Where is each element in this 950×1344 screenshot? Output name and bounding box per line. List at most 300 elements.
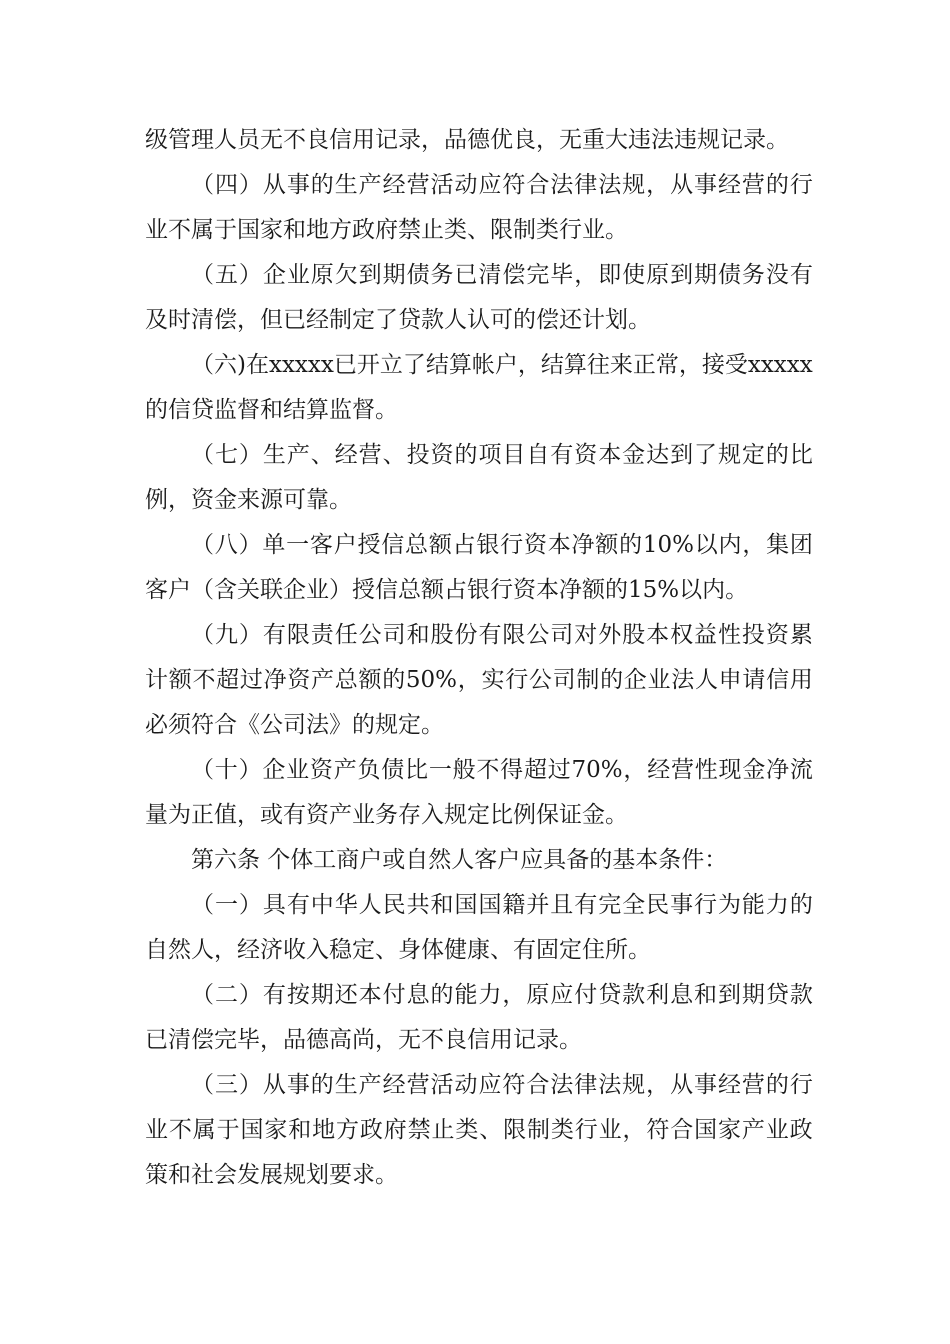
glyph: 法 xyxy=(550,172,574,198)
glyph: 户 xyxy=(333,532,357,558)
glyph: ， xyxy=(646,1072,670,1098)
text-line xyxy=(145,928,813,973)
glyph: 益 xyxy=(694,622,718,648)
glyph: 即 xyxy=(598,262,622,288)
glyph: 产 xyxy=(358,172,382,198)
glyph: 计 xyxy=(145,667,168,693)
glyph: 共 xyxy=(406,892,430,918)
glyph: 应 xyxy=(478,1072,502,1098)
glyph: 实 xyxy=(481,667,505,693)
glyph: （ xyxy=(191,262,214,288)
glyph: 事 xyxy=(670,892,694,918)
glyph: ） xyxy=(238,1072,262,1098)
glyph: 应 xyxy=(550,982,574,1008)
glyph: 能 xyxy=(741,892,765,918)
text-line xyxy=(145,1018,813,1063)
glyph: 立 xyxy=(379,352,403,378)
glyph: 正 xyxy=(632,352,656,378)
glyph: 类 xyxy=(550,1117,574,1143)
glyph: 额 xyxy=(168,667,192,693)
glyph: 户 xyxy=(494,352,518,378)
glyph: （ xyxy=(191,172,214,198)
glyph: 类 xyxy=(455,1117,479,1143)
glyph: 开 xyxy=(356,352,380,378)
glyph: 、 xyxy=(382,442,406,468)
glyph: ， xyxy=(646,172,670,198)
line-text: 策和社会发展规划要求。 xyxy=(145,1162,398,1188)
glyph: 本 xyxy=(547,532,571,558)
glyph: 本 xyxy=(358,982,382,1008)
glyph: 使 xyxy=(622,262,646,288)
glyph: 份 xyxy=(454,622,478,648)
glyph: 、 xyxy=(310,442,334,468)
glyph: 人 xyxy=(694,667,718,693)
glyph: 务 xyxy=(430,262,454,288)
glyph: 定 xyxy=(741,442,765,468)
glyph: 营 xyxy=(406,1072,430,1098)
glyph: 活 xyxy=(430,172,454,198)
glyph: xxxxx xyxy=(268,352,334,378)
line-text xyxy=(191,343,813,388)
glyph: 资 xyxy=(523,532,547,558)
glyph: 性 xyxy=(717,622,741,648)
glyph: 现 xyxy=(718,757,742,783)
glyph: 营 xyxy=(741,172,765,198)
glyph: 业 xyxy=(145,1117,168,1143)
line-text xyxy=(191,973,813,1018)
glyph: 性 xyxy=(694,757,718,783)
glyph: 来 xyxy=(609,352,633,378)
glyph: 贷 xyxy=(598,982,622,1008)
glyph: 原 xyxy=(646,262,670,288)
glyph: 四 xyxy=(214,172,238,198)
glyph: 中 xyxy=(310,892,334,918)
text-line xyxy=(145,433,813,478)
line-text xyxy=(191,163,813,208)
glyph: 家 xyxy=(264,1117,288,1143)
glyph: 籍 xyxy=(502,892,526,918)
glyph: 行 xyxy=(505,667,529,693)
glyph: 般 xyxy=(452,757,476,783)
glyph: 请 xyxy=(742,667,766,693)
glyph: 且 xyxy=(550,892,574,918)
glyph: 法 xyxy=(598,172,622,198)
glyph: 自 xyxy=(526,442,550,468)
glyph: 司 xyxy=(550,622,574,648)
glyph: 有 xyxy=(478,622,502,648)
glyph: 产 xyxy=(358,1072,382,1098)
glyph: 算 xyxy=(448,352,472,378)
glyph: 超 xyxy=(523,757,547,783)
text-line xyxy=(145,613,813,658)
glyph: 已 xyxy=(333,352,357,378)
line-text: 业不属于国家和地方政府禁止类、限制类行业。 xyxy=(145,217,628,243)
text-line xyxy=(145,1108,813,1153)
glyph: 额 xyxy=(595,532,619,558)
glyph: 申 xyxy=(718,667,742,693)
glyph: 、 xyxy=(479,1117,503,1143)
glyph: 完 xyxy=(526,262,550,288)
glyph: 司 xyxy=(382,622,406,648)
line-text: 例，资金来源可靠。 xyxy=(145,487,352,513)
glyph: 额 xyxy=(358,667,382,693)
glyph: 营 xyxy=(358,442,382,468)
glyph: 10% xyxy=(642,532,694,558)
glyph: ， xyxy=(502,982,526,1008)
glyph: 授 xyxy=(357,532,381,558)
glyph: 50% xyxy=(405,667,458,693)
glyph: 款 xyxy=(622,982,646,1008)
text-line xyxy=(145,523,813,568)
glyph: 债 xyxy=(381,757,405,783)
glyph: 帐 xyxy=(471,352,495,378)
glyph: 经 xyxy=(334,442,358,468)
glyph: 活 xyxy=(430,1072,454,1098)
line-text xyxy=(191,1063,813,1108)
glyph: 有 xyxy=(789,262,813,288)
glyph: 国 xyxy=(478,892,502,918)
glyph: 三 xyxy=(214,1072,238,1098)
glyph: 律 xyxy=(574,172,598,198)
glyph: 股 xyxy=(622,622,646,648)
glyph: 到 xyxy=(717,982,741,1008)
glyph: 得 xyxy=(500,757,524,783)
glyph: 方 xyxy=(336,1117,359,1143)
glyph: 期 xyxy=(310,982,334,1008)
glyph: 力 xyxy=(765,892,789,918)
glyph: 单 xyxy=(262,532,286,558)
glyph: 从 xyxy=(262,172,286,198)
glyph: 有 xyxy=(286,892,310,918)
glyph: 业 xyxy=(286,262,310,288)
glyph: 公 xyxy=(358,622,382,648)
glyph: 资 xyxy=(574,442,598,468)
glyph: 能 xyxy=(454,982,478,1008)
glyph: 于 xyxy=(216,1117,240,1143)
glyph: 司 xyxy=(552,667,576,693)
glyph: 有 xyxy=(262,622,286,648)
glyph: 的 xyxy=(600,667,624,693)
glyph: 产 xyxy=(333,757,357,783)
glyph: （ xyxy=(191,757,214,783)
glyph: 业 xyxy=(598,1117,622,1143)
glyph: 的 xyxy=(382,667,406,693)
glyph: 为 xyxy=(717,892,741,918)
document-body xyxy=(145,118,813,1198)
glyph: 清 xyxy=(478,262,502,288)
glyph: （ xyxy=(191,982,214,1008)
glyph: 过 xyxy=(239,667,263,693)
glyph: 限 xyxy=(286,622,310,648)
line-text xyxy=(191,883,813,928)
glyph: 五 xyxy=(214,262,238,288)
glyph: 本 xyxy=(646,622,670,648)
glyph: 动 xyxy=(454,1072,478,1098)
glyph: 营 xyxy=(741,1072,765,1098)
glyph: 不 xyxy=(192,667,216,693)
glyph: ） xyxy=(238,532,262,558)
glyph: 行 xyxy=(789,1072,813,1098)
glyph: 完 xyxy=(598,892,622,918)
glyph: 内 xyxy=(718,532,742,558)
glyph: 有 xyxy=(262,982,286,1008)
glyph: 企 xyxy=(623,667,647,693)
glyph: 总 xyxy=(405,532,429,558)
glyph: 从 xyxy=(262,1072,286,1098)
glyph: 法 xyxy=(550,1072,574,1098)
glyph: ） xyxy=(238,172,262,198)
glyph: 偿 xyxy=(502,262,526,288)
glyph: 还 xyxy=(334,982,358,1008)
glyph: 家 xyxy=(718,1117,741,1143)
glyph: 务 xyxy=(741,262,765,288)
glyph: 息 xyxy=(670,982,694,1008)
glyph: 项 xyxy=(478,442,502,468)
line-text: 已清偿完毕，品德高尚，无不良信用记录。 xyxy=(145,1027,582,1053)
glyph: 府 xyxy=(383,1117,407,1143)
glyph: 民 xyxy=(382,892,406,918)
glyph: 国 xyxy=(240,1117,264,1143)
glyph: 接 xyxy=(701,352,725,378)
glyph: 净 xyxy=(571,532,595,558)
glyph: 规 xyxy=(717,442,741,468)
glyph: 期 xyxy=(741,982,765,1008)
glyph: 华 xyxy=(334,892,358,918)
glyph: 从 xyxy=(670,1072,694,1098)
glyph: 累 xyxy=(789,622,813,648)
glyph: 投 xyxy=(406,442,430,468)
glyph: ） xyxy=(238,892,262,918)
glyph: 限 xyxy=(502,622,526,648)
glyph: 二 xyxy=(214,982,238,1008)
glyph: 具 xyxy=(262,892,286,918)
line-text: 量为正值，或有资产业务存入规定比例保证金。 xyxy=(145,802,628,828)
text-line xyxy=(145,388,813,433)
glyph: 结 xyxy=(425,352,449,378)
glyph: 算 xyxy=(563,352,587,378)
text-line xyxy=(145,163,813,208)
glyph: 一 xyxy=(214,892,238,918)
text-line xyxy=(145,253,813,298)
glyph: 股 xyxy=(430,622,454,648)
glyph: 净 xyxy=(766,757,790,783)
text-line xyxy=(145,658,813,703)
glyph: 公 xyxy=(526,622,550,648)
glyph: 了 xyxy=(694,442,718,468)
glyph: 到 xyxy=(670,262,694,288)
glyph: 和 xyxy=(430,892,454,918)
glyph: 资 xyxy=(765,622,789,648)
glyph: 业 xyxy=(286,757,310,783)
text-line xyxy=(145,1153,813,1198)
glyph: 到 xyxy=(670,442,694,468)
glyph: 禁 xyxy=(407,1117,431,1143)
glyph: 70% xyxy=(571,757,623,783)
line-text xyxy=(145,658,813,703)
glyph: 律 xyxy=(574,1072,598,1098)
glyph: 合 xyxy=(526,1072,550,1098)
glyph: 属 xyxy=(192,1117,216,1143)
glyph: 动 xyxy=(454,172,478,198)
glyph: 规 xyxy=(622,1072,646,1098)
glyph: 超 xyxy=(216,667,240,693)
glyph: 行 xyxy=(789,172,813,198)
line-text: 级管理人员无不良信用记录，品德优良，无重大违法违规记录。 xyxy=(145,127,789,153)
glyph: 负 xyxy=(357,757,381,783)
glyph: 政 xyxy=(789,1117,813,1143)
text-line xyxy=(145,748,813,793)
glyph: 本 xyxy=(598,442,622,468)
glyph: ， xyxy=(574,262,598,288)
glyph: 事 xyxy=(694,172,718,198)
text-line xyxy=(145,973,813,1018)
glyph: 的 xyxy=(619,532,643,558)
glyph: 经 xyxy=(717,172,741,198)
glyph: 的 xyxy=(310,172,334,198)
glyph: 净 xyxy=(263,667,287,693)
glyph: 国 xyxy=(694,1117,718,1143)
glyph: 毕 xyxy=(550,262,574,288)
glyph: 不 xyxy=(168,1117,192,1143)
glyph: 业 xyxy=(647,667,671,693)
glyph: 欠 xyxy=(334,262,358,288)
glyph: ， xyxy=(457,667,481,693)
glyph: 符 xyxy=(502,172,526,198)
glyph: 产 xyxy=(311,667,335,693)
text-line xyxy=(145,703,813,748)
glyph: 金 xyxy=(742,757,766,783)
line-text xyxy=(191,253,813,298)
line-text xyxy=(191,613,813,658)
glyph: 生 xyxy=(262,442,286,468)
glyph: 事 xyxy=(694,1072,718,1098)
glyph: 过 xyxy=(547,757,571,783)
glyph: 生 xyxy=(334,172,358,198)
glyph: xxxxx xyxy=(747,352,813,378)
glyph: 制 xyxy=(576,667,600,693)
glyph: 八 xyxy=(214,532,238,558)
glyph: 法 xyxy=(671,667,695,693)
text-line xyxy=(145,298,813,343)
glyph: 资 xyxy=(430,442,454,468)
glyph: 政 xyxy=(359,1117,383,1143)
glyph: 制 xyxy=(527,1117,550,1143)
glyph: 和 xyxy=(694,982,718,1008)
text-line xyxy=(145,118,813,163)
glyph: 事 xyxy=(286,1072,310,1098)
glyph: 付 xyxy=(382,982,406,1008)
glyph: ） xyxy=(238,442,262,468)
glyph: 客 xyxy=(309,532,333,558)
glyph: 流 xyxy=(789,757,813,783)
glyph: 用 xyxy=(789,667,813,693)
line-text: 客户（含关联企业）授信总额占银行资本净额的15%以内。 xyxy=(145,577,749,603)
glyph: 一 xyxy=(286,532,310,558)
glyph: 额 xyxy=(428,532,452,558)
glyph: 到 xyxy=(358,262,382,288)
glyph: 受 xyxy=(724,352,748,378)
glyph: ） xyxy=(238,622,262,648)
glyph: 往 xyxy=(586,352,610,378)
line-text xyxy=(191,433,813,478)
glyph: 占 xyxy=(452,532,476,558)
glyph: 规 xyxy=(622,172,646,198)
glyph: 责 xyxy=(310,622,334,648)
glyph: （ xyxy=(191,442,214,468)
glyph: 力 xyxy=(478,982,502,1008)
glyph: 的 xyxy=(765,172,789,198)
glyph: 款 xyxy=(789,982,813,1008)
glyph: 集 xyxy=(766,532,790,558)
glyph: 的 xyxy=(430,982,454,1008)
glyph: 债 xyxy=(406,262,430,288)
glyph: 九 xyxy=(214,622,238,648)
glyph: 贷 xyxy=(765,982,789,1008)
text-line xyxy=(145,883,813,928)
glyph: 应 xyxy=(478,172,502,198)
text-line xyxy=(145,568,813,613)
glyph: 有 xyxy=(550,442,574,468)
glyph: 的 xyxy=(765,1072,789,1098)
glyph: 对 xyxy=(574,622,598,648)
glyph: 限 xyxy=(503,1117,527,1143)
glyph: 付 xyxy=(574,982,598,1008)
glyph: 总 xyxy=(334,667,358,693)
glyph: 公 xyxy=(528,667,552,693)
glyph: 按 xyxy=(286,982,310,1008)
glyph: 资 xyxy=(287,667,311,693)
glyph: 民 xyxy=(646,892,670,918)
glyph: 利 xyxy=(646,982,670,1008)
glyph: 国 xyxy=(454,892,478,918)
glyph: ， xyxy=(622,1117,646,1143)
glyph: 行 xyxy=(694,892,718,918)
glyph: 七 xyxy=(214,442,238,468)
glyph: 人 xyxy=(358,892,382,918)
glyph: 目 xyxy=(502,442,526,468)
glyph: （ xyxy=(191,622,214,648)
glyph: ） xyxy=(238,982,262,1008)
glyph: 期 xyxy=(694,262,718,288)
glyph: ） xyxy=(238,757,262,783)
glyph: 符 xyxy=(502,1072,526,1098)
glyph: 银 xyxy=(476,532,500,558)
text-line xyxy=(145,343,813,388)
glyph: 事 xyxy=(286,172,310,198)
glyph: 期 xyxy=(382,262,406,288)
line-text xyxy=(145,1108,813,1153)
glyph: （ xyxy=(191,352,214,378)
glyph: 企 xyxy=(262,262,286,288)
glyph: 有 xyxy=(574,892,598,918)
line-text xyxy=(191,523,813,568)
glyph: 了 xyxy=(402,352,426,378)
glyph: ， xyxy=(623,757,647,783)
glyph: 经 xyxy=(382,172,406,198)
glyph: 和 xyxy=(288,1117,312,1143)
glyph: 和 xyxy=(406,622,430,648)
glyph: ， xyxy=(678,352,702,378)
line-text xyxy=(191,748,813,793)
glyph: 团 xyxy=(789,532,813,558)
glyph: （ xyxy=(191,532,214,558)
glyph: 债 xyxy=(717,262,741,288)
glyph: ， xyxy=(742,532,766,558)
glyph: 产 xyxy=(286,442,310,468)
glyph: 企 xyxy=(262,757,286,783)
text-line xyxy=(145,208,813,253)
glyph: 外 xyxy=(598,622,622,648)
